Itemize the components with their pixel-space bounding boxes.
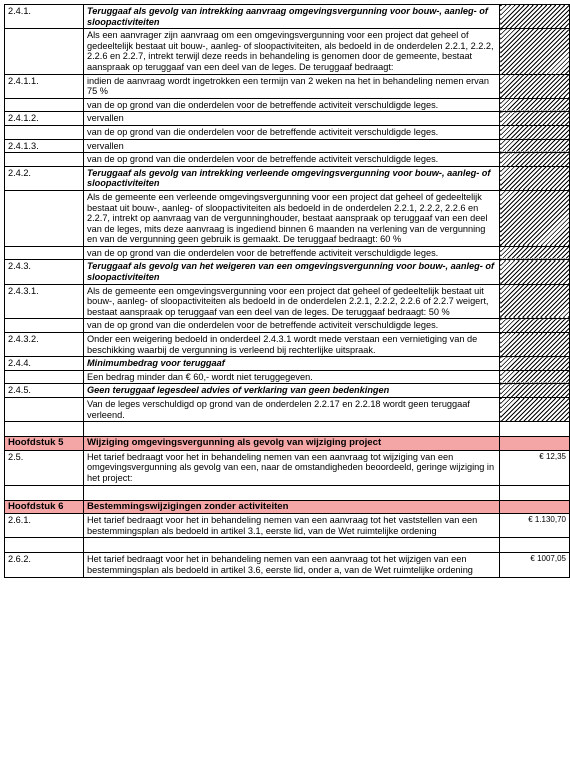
row-code: 2.4.1.2. [5,112,84,126]
row-code [5,538,84,553]
row-code [5,29,84,74]
row-text: Het tarief bedraagt voor het in behandeling nemen van een aanvraag tot het vaststellen van een bestemmingsplan als bedoeld in artikel 3.1, eerste lid, van de Wet ruimtelijke ordening [84,514,500,538]
row-code [5,370,84,384]
row-code: 2.5. [5,450,84,485]
hatched-cell [500,5,570,29]
table-row [5,246,570,260]
table-row [5,98,570,112]
row-amount: € 12,35 [500,450,570,485]
row-text: Bestemmingswijzigingen zonder activiteiten [84,500,500,514]
table-row [5,514,570,538]
row-code [5,190,84,246]
hatched-cell [500,357,570,371]
row-amount: € 1.130,70 [500,514,570,538]
row-code: Hoofdstuk 5 [5,437,84,451]
table-row [5,74,570,98]
row-code: 2.4.1. [5,5,84,29]
row-text: Als de gemeente een verleende omgevingsvergunning voor een project dat geheel of gedeeltelijk bestaat uit bouw-, aanleg- of sloopactiviteiten als bedoeld in de onderdelen 2.2.1, 2.2.2, 2.2.6 en 2.2.7, intrekt op aanvraag van de vergunninghouder, bestaat aanspraak op teruggaaf van een deel van de leges, mits deze aanvraag is ingediend binnen 6 maanden na verlening van de vergunning en van de vergunning geen gebruik is gemaakt. De teruggaaf bedraagt: 60 % [84,190,500,246]
row-text: van de op grond van die onderdelen voor de betreffende activiteit verschuldigde leges. [84,319,500,333]
section-heading: Teruggaaf als gevolg van intrekking verleende omgevingsvergunning voor bouw-, aanleg- of sloopactiviteiten [84,166,500,190]
table-row [5,485,570,500]
table-row [5,398,570,422]
row-text [84,485,500,500]
table-row [5,333,570,357]
chapter-row [5,437,570,451]
tariff-table-body [5,5,570,578]
table-row [5,166,570,190]
row-amount [500,422,570,437]
hatched-cell [500,112,570,126]
row-code: 2.6.2. [5,553,84,577]
row-text [84,422,500,437]
section-heading: Geen teruggaaf legesdeel advies of verklaring van geen bedenkingen [84,384,500,398]
row-code [5,422,84,437]
table-row [5,190,570,246]
row-text: Van de leges verschuldigd op grond van de onderdelen 2.2.17 en 2.2.18 wordt geen teruggaaf verleend. [84,398,500,422]
row-code [5,319,84,333]
table-row [5,450,570,485]
row-text: Als een aanvrager zijn aanvraag om een omgevingsvergunning voor een project dat geheel of gedeeltelijk bestaat uit bouw-, aanleg- of sloopactiviteiten, als bedoeld in de onderdelen 2.2.1, 2.2.2, 2.2.6 en 2.2.7, intrekt terwijl deze reeds in behandeling is genomen door de gemeente, bestaat aanspraak op teruggaaf van een deel van de leges. De teruggaaf bedraagt: [84,29,500,74]
row-text: indien de aanvraag wordt ingetrokken een termijn van 2 weken na het in behandeling nemen ervan 75 % [84,74,500,98]
row-code: Hoofdstuk 6 [5,500,84,514]
table-row [5,153,570,167]
table-row [5,319,570,333]
hatched-cell [500,74,570,98]
table-row [5,384,570,398]
row-amount [500,437,570,451]
table-row [5,112,570,126]
hatched-cell [500,29,570,74]
table-row [5,538,570,553]
row-code: 2.4.3.1. [5,284,84,319]
row-text: van de op grond van die onderdelen voor de betreffende activiteit verschuldigde leges. [84,153,500,167]
row-code [5,246,84,260]
hatched-cell [500,370,570,384]
hatched-cell [500,166,570,190]
row-code: 2.4.1.3. [5,139,84,153]
hatched-cell [500,98,570,112]
section-heading: Minimumbedrag voor teruggaaf [84,357,500,371]
table-row [5,284,570,319]
table-row [5,139,570,153]
row-text: Wijziging omgevingsvergunning als gevolg van wijziging project [84,437,500,451]
row-code: 2.4.2. [5,166,84,190]
table-row [5,125,570,139]
row-code: 2.4.4. [5,357,84,371]
hatched-cell [500,333,570,357]
hatched-cell [500,284,570,319]
hatched-cell [500,384,570,398]
hatched-cell [500,398,570,422]
row-text: Het tarief bedraagt voor het in behandeling nemen van een aanvraag tot het wijzigen van een bestemmingsplan als bedoeld in artikel 3.6, eerste lid, onder a, van de Wet ruimtelijke ordening [84,553,500,577]
table-row [5,422,570,437]
row-text [84,538,500,553]
table-row [5,370,570,384]
row-code [5,398,84,422]
row-code [5,98,84,112]
row-text: van de op grond van die onderdelen voor de betreffende activiteit verschuldigde leges. [84,125,500,139]
row-amount [500,485,570,500]
row-amount [500,500,570,514]
row-text: Het tarief bedraagt voor het in behandeling nemen van een aanvraag tot wijziging van een omgevingsvergunning als gevolg van een, naar de omstandigheden beoordeeld, geringe wijziging in het project: [84,450,500,485]
hatched-cell [500,260,570,284]
row-code [5,125,84,139]
hatched-cell [500,319,570,333]
row-text: van de op grond van die onderdelen voor de betreffende activiteit verschuldigde leges. [84,246,500,260]
row-code: 2.4.1.1. [5,74,84,98]
table-row [5,29,570,74]
row-amount: € 1007,05 [500,553,570,577]
row-text: Onder een weigering bedoeld in onderdeel 2.4.3.1 wordt mede verstaan een vernietiging van de beschikking waarbij de vergunning is verleend bij rechterlijke uitspraak. [84,333,500,357]
row-code: 2.4.3. [5,260,84,284]
hatched-cell [500,246,570,260]
chapter-row [5,500,570,514]
table-row [5,357,570,371]
row-text: vervallen [84,112,500,126]
row-code: 2.4.5. [5,384,84,398]
row-amount [500,538,570,553]
row-code: 2.6.1. [5,514,84,538]
table-row [5,553,570,577]
row-text: vervallen [84,139,500,153]
tariff-table [4,4,570,578]
hatched-cell [500,190,570,246]
hatched-cell [500,153,570,167]
row-code: 2.4.3.2. [5,333,84,357]
row-text: Als de gemeente een omgevingsvergunning voor een project dat geheel of gedeeltelijk bestaat uit bouw-, aanleg- of sloopactiviteiten als bedoeld in de onderdelen 2.2.1, 2.2.2, 2.2.6 of 2.2.7 weigert, bestaat aanspraak op teruggaaf van een deel van de leges. De teruggaaf bedraagt: 50 % [84,284,500,319]
row-text: van de op grond van die onderdelen voor de betreffende activiteit verschuldigde leges. [84,98,500,112]
section-heading: Teruggaaf als gevolg van intrekking aanvraag omgevingsvergunning voor bouw-, aanleg- of sloopactiviteiten [84,5,500,29]
section-heading: Teruggaaf als gevolg van het weigeren van een omgevingsvergunning voor bouw-, aanleg- of sloopactiviteiten [84,260,500,284]
row-text: Een bedrag minder dan € 60,- wordt niet teruggegeven. [84,370,500,384]
hatched-cell [500,139,570,153]
row-code [5,153,84,167]
table-row [5,260,570,284]
row-code [5,485,84,500]
table-row [5,5,570,29]
hatched-cell [500,125,570,139]
